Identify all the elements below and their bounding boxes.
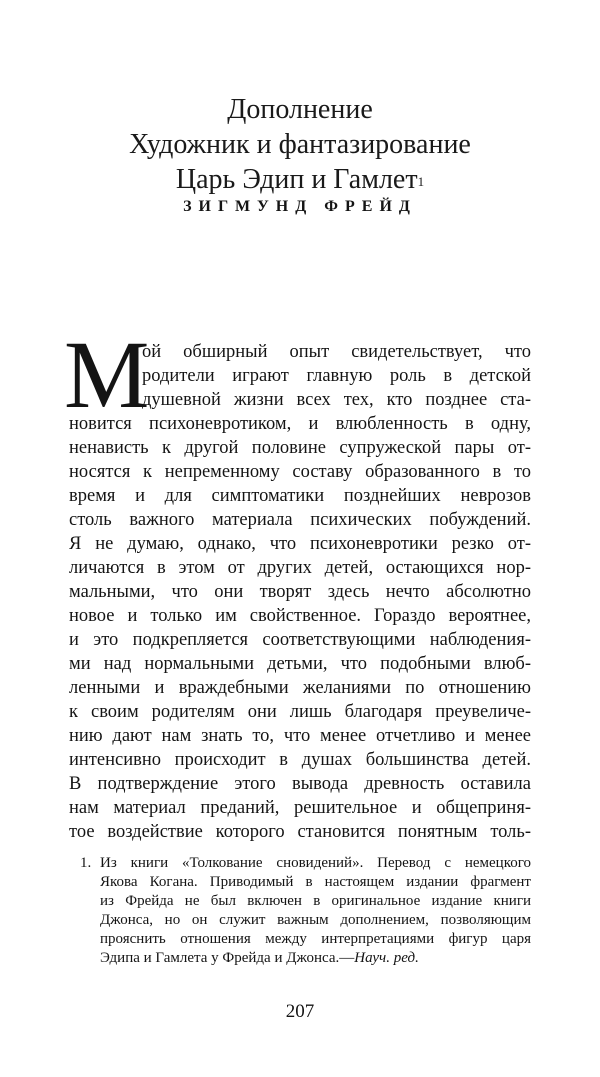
chapter-title-text: Царь Эдип и Гамлет xyxy=(175,164,418,195)
body-line: интенсивно происходит в душах большинства детей. xyxy=(69,750,531,770)
footnote-reference[interactable]: 1 xyxy=(417,174,425,189)
body-line: столь важного материала психических побуждений. xyxy=(69,510,531,530)
body-line: новится психоневротиком, и влюбленность в одну, xyxy=(69,414,531,434)
body-line: личаются в этом от других детей, остающихся нор- xyxy=(69,558,531,578)
body-line: В подтверждение этого вывода древность оставила xyxy=(69,774,531,794)
footnote-line: Джонса, но он служит важным дополнением, позволяющим xyxy=(100,912,531,928)
chapter-title-line-1: Дополнение xyxy=(227,94,373,125)
body-line: тое воздействие которого становится понятным толь- xyxy=(69,822,531,842)
body-line: душевной жизни всех тех, кто позднее ста- xyxy=(142,390,531,410)
footnote-marker: 1. xyxy=(80,855,92,871)
footnote-line: Якова Когана. Приводимый в настоящем издании фрагмент xyxy=(100,874,531,890)
footnote-line: прояснить отношения между интерпретациями фигур царя xyxy=(100,931,531,947)
drop-cap: М xyxy=(64,321,150,428)
page-number: 207 xyxy=(285,1001,315,1022)
chapter-title-line-3 xyxy=(0,162,600,197)
body-line: мальными, что они творят здесь нечто абсолютно xyxy=(69,582,531,602)
editor-attribution: Науч. ред. xyxy=(354,950,419,966)
body-line: носятся к непременному составу образованного в то xyxy=(69,462,531,482)
body-line: время и для симптоматики позднейших неврозов xyxy=(69,486,531,506)
body-line: к своим родителям они лишь благодаря преувеличе- xyxy=(69,702,531,722)
body-line: и это подкрепляется соответствующими наблюдения- xyxy=(69,630,531,650)
body-line: ми над нормальными детьми, что подобными влюб- xyxy=(69,654,531,674)
chapter-title-line-2: Художник и фантазирование xyxy=(129,129,471,160)
body-line: ненависть к другой половине супружеской пары от- xyxy=(69,438,531,458)
author-name: ЗИГМУНД ФРЕЙД xyxy=(183,198,417,215)
footnote-line-text: Эдипа и Гамлета у Фрейда и Джонса.— xyxy=(100,950,355,966)
body-line: ой обширный опыт свидетельствует, что xyxy=(142,342,531,362)
body-line: нам материал преданий, решительное и общеприня- xyxy=(69,798,531,818)
body-line: ленными и враждебными желаниями по отношению xyxy=(69,678,531,698)
body-line: Я не думаю, однако, что психоневротики резко от- xyxy=(69,534,531,554)
footnote-line: из Фрейда не был включен в оригинальное издание книги xyxy=(100,893,531,909)
footnote-line-last xyxy=(100,949,531,968)
footnote-line: Из книги «Толкование сновидений». Перевод с немецкого xyxy=(100,855,531,871)
body-line: новое и только им свойственное. Гораздо вероятнее, xyxy=(69,606,531,626)
body-line: родители играют главную роль в детской xyxy=(142,366,531,386)
body-line: нию дают нам знать то, что менее отчетливо и менее xyxy=(69,726,531,746)
